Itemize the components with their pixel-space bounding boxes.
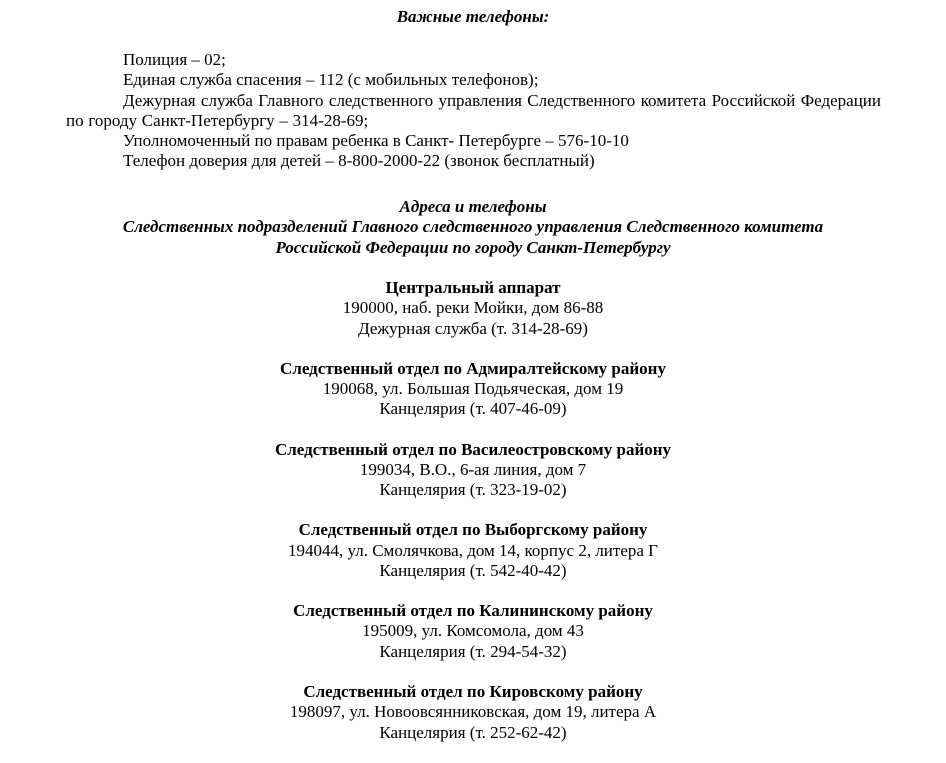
office-phone: Канцелярия (т. 407-46-09) bbox=[379, 399, 567, 419]
phone-item-child-ombudsman: Уполномоченный по правам ребенка в Санкт- Петербурге – 576-10-10 bbox=[123, 131, 629, 151]
office-name: Центральный аппарат bbox=[385, 278, 561, 297]
office-name: Следственный отдел по Калининскому району bbox=[293, 601, 653, 621]
office-phone: Дежурная служба (т. 314-28-69) bbox=[358, 318, 588, 338]
office-phone: Канцелярия (т. 252-62-42) bbox=[379, 722, 567, 742]
office-entry bbox=[0, 520, 946, 601]
phone-item-duty-service: Дежурная служба Главного следственного управления Следственного комитета Российской Федерации по городу Санкт-Петербургу – 314-28-69; bbox=[66, 90, 881, 130]
office-name: Следственный отдел по Кировскому району bbox=[303, 681, 643, 701]
office-entry bbox=[0, 278, 946, 359]
office-phone: Канцелярия (т. 294-54-32) bbox=[379, 641, 567, 661]
document-title: Важные телефоны: bbox=[396, 7, 550, 26]
addresses-section-header bbox=[0, 197, 946, 258]
office-name: Следственный отдел по Василеостровскому району bbox=[274, 439, 672, 459]
subheader-line: Российской Федерации по городу Санкт-Петербургу bbox=[275, 237, 671, 257]
office-address: 190000, наб. реки Мойки, дом 86-88 bbox=[342, 298, 604, 318]
office-entry bbox=[0, 440, 946, 521]
office-address: 194044, ул. Смолячкова, дом 14, корпус 2, литера Г bbox=[287, 540, 658, 560]
phone-item-police: Полиция – 02; bbox=[123, 50, 226, 69]
office-name: Следственный отдел по Адмиралтейскому району bbox=[280, 358, 666, 378]
important-phones-list bbox=[66, 50, 881, 172]
subheader-line: Следственных подразделений Главного следственного управления Следственного комитета bbox=[122, 217, 824, 237]
office-entry bbox=[0, 601, 946, 682]
office-entry bbox=[0, 682, 946, 763]
subheader-line: Адреса и телефоны bbox=[399, 197, 547, 216]
office-address: 199034, В.О., 6-ая линия, дом 7 bbox=[359, 459, 587, 479]
phone-item-child-helpline: Телефон доверия для детей – 8-800-2000-22 (звонок бесплатный) bbox=[123, 151, 595, 171]
office-address: 190068, ул. Большая Подьяческая, дом 19 bbox=[322, 379, 624, 399]
office-address: 195009, ул. Комсомола, дом 43 bbox=[362, 621, 584, 641]
phone-item-rescue: Единая служба спасения – 112 (с мобильных телефонов); bbox=[123, 70, 539, 90]
office-address: 198097, ул. Новоовсянниковская, дом 19, литера А bbox=[289, 702, 657, 722]
office-phone: Канцелярия (т. 542-40-42) bbox=[379, 560, 567, 580]
office-name: Следственный отдел по Выборгскому району bbox=[298, 520, 648, 540]
offices-list bbox=[0, 278, 946, 763]
office-entry bbox=[0, 359, 946, 440]
office-phone: Канцелярия (т. 323-19-02) bbox=[379, 480, 567, 500]
